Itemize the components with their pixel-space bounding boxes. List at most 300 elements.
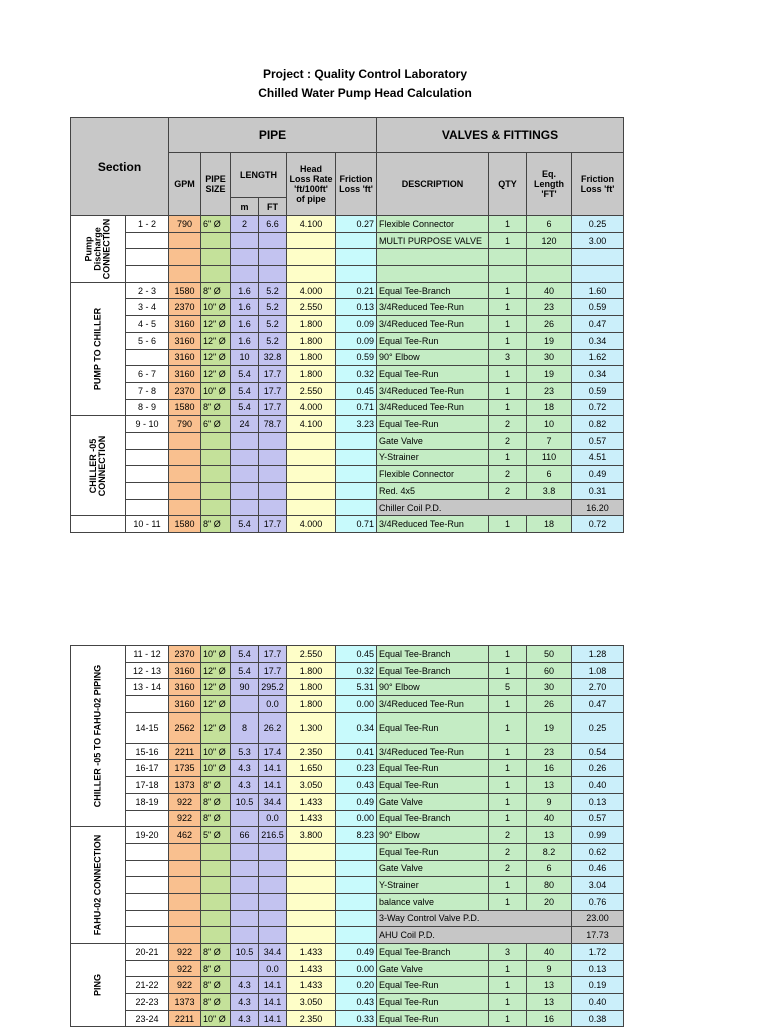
eq-length-cell: 26	[527, 316, 572, 333]
valves-fittings-header: VALVES & FITTINGS	[377, 118, 624, 153]
description-cell: 3/4Reduced Tee-Run	[377, 299, 489, 316]
qty-cell: 1	[489, 282, 527, 299]
head-loss-cell: 3.050	[287, 994, 336, 1011]
table-row	[71, 810, 624, 827]
section-cell	[126, 349, 169, 366]
friction-loss-cell: 0.00	[336, 810, 377, 827]
length-m-cell: 4.3	[231, 760, 259, 777]
length-ft-cell	[259, 910, 287, 927]
description-cell: Y-Strainer	[377, 449, 489, 466]
qty-cell: 2	[489, 860, 527, 877]
table-row	[71, 349, 624, 366]
eq-length-cell: 23	[527, 299, 572, 316]
qty-cell: 1	[489, 877, 527, 894]
description-cell: Flexible Connector	[377, 466, 489, 483]
fitting-friction-cell: 1.08	[572, 662, 624, 679]
pump-head-table-top	[70, 117, 624, 533]
length-m-header: m	[231, 198, 259, 216]
pipe-size-cell: 8" Ø	[201, 977, 231, 994]
section-header: Section	[71, 118, 169, 216]
head-loss-cell: 1.800	[287, 696, 336, 713]
qty-cell: 3	[489, 944, 527, 961]
gpm-cell: 2370	[169, 382, 201, 399]
head-loss-cell	[287, 466, 336, 483]
length-ft-cell: 17.7	[259, 366, 287, 383]
pipe-size-cell	[201, 466, 231, 483]
length-ft-cell	[259, 266, 287, 283]
pipe-size-cell	[201, 432, 231, 449]
pipe-size-cell: 8" Ø	[201, 994, 231, 1011]
qty-cell: 1	[489, 696, 527, 713]
head-loss-cell: 1.433	[287, 960, 336, 977]
fitting-friction-cell: 0.31	[572, 483, 624, 500]
description-cell: Gate Valve	[377, 860, 489, 877]
friction-loss-cell	[336, 449, 377, 466]
qty-cell: 1	[489, 382, 527, 399]
fitting-friction-cell: 0.99	[572, 827, 624, 844]
friction-loss-cell: 0.45	[336, 382, 377, 399]
section-cell	[126, 232, 169, 249]
fitting-friction-cell: 17.73	[572, 927, 624, 944]
qty-cell: 1	[489, 399, 527, 416]
fitting-friction-cell: 0.34	[572, 366, 624, 383]
gpm-cell: 922	[169, 960, 201, 977]
eq-length-cell: 50	[527, 646, 572, 663]
length-m-cell: 1.6	[231, 299, 259, 316]
length-m-cell	[231, 893, 259, 910]
pipe-size-cell: 8" Ø	[201, 793, 231, 810]
friction-loss-cell: 8.23	[336, 827, 377, 844]
gpm-cell: 922	[169, 793, 201, 810]
pipe-size-cell: 10" Ø	[201, 1010, 231, 1027]
length-m-cell: 5.4	[231, 662, 259, 679]
length-m-cell: 8	[231, 712, 259, 743]
friction-loss-cell	[336, 893, 377, 910]
gpm-cell: 2211	[169, 1010, 201, 1027]
description-cell: Gate Valve	[377, 793, 489, 810]
fitting-friction-cell: 1.60	[572, 282, 624, 299]
section-cell: 4 - 5	[126, 316, 169, 333]
gpm-cell: 1580	[169, 282, 201, 299]
pipe-size-cell	[201, 483, 231, 500]
fitting-friction-cell	[572, 249, 624, 266]
head-loss-cell	[287, 877, 336, 894]
friction-loss-cell: 0.09	[336, 316, 377, 333]
description-cell: Chiller Coil P.D.	[377, 499, 572, 516]
table-row	[71, 960, 624, 977]
eq-length-cell: 23	[527, 743, 572, 760]
qty-cell: 1	[489, 994, 527, 1011]
length-ft-cell	[259, 432, 287, 449]
length-m-cell	[231, 232, 259, 249]
head-loss-cell	[287, 232, 336, 249]
head-loss-cell: 1.650	[287, 760, 336, 777]
table-row	[71, 399, 624, 416]
friction-loss-cell: 0.32	[336, 662, 377, 679]
eq-length-cell: 13	[527, 994, 572, 1011]
head-loss-cell: 4.000	[287, 516, 336, 533]
head-loss-cell: 1.800	[287, 349, 336, 366]
gpm-cell: 1735	[169, 760, 201, 777]
friction-loss-cell: 5.31	[336, 679, 377, 696]
friction-loss-cell	[336, 927, 377, 944]
section-cell: 3 - 4	[126, 299, 169, 316]
friction-loss-cell: 0.49	[336, 793, 377, 810]
gpm-cell	[169, 232, 201, 249]
eq-length-cell: 13	[527, 827, 572, 844]
section-group-label: CHILLER -05 CONNECTION	[71, 416, 126, 516]
pipe-size-header: PIPE SIZE	[201, 153, 231, 216]
length-ft-cell: 14.1	[259, 1010, 287, 1027]
head-loss-cell: 1.800	[287, 332, 336, 349]
head-loss-cell	[287, 893, 336, 910]
eq-length-cell: 3.8	[527, 483, 572, 500]
pipe-size-cell: 8" Ø	[201, 960, 231, 977]
section-group-label	[71, 516, 126, 533]
section-cell	[126, 810, 169, 827]
length-ft-cell: 5.2	[259, 332, 287, 349]
fitting-friction-cell: 2.70	[572, 679, 624, 696]
description-cell: Equal Tee-Run	[377, 712, 489, 743]
fitting-friction-cell: 0.57	[572, 810, 624, 827]
friction-loss-cell: 0.71	[336, 516, 377, 533]
gpm-cell: 790	[169, 216, 201, 233]
fitting-friction-cell: 0.13	[572, 793, 624, 810]
description-cell: 90° Elbow	[377, 827, 489, 844]
length-m-cell	[231, 927, 259, 944]
gpm-cell: 922	[169, 944, 201, 961]
section-cell: 15-16	[126, 743, 169, 760]
eq-length-cell: 80	[527, 877, 572, 894]
description-cell: Equal Tee-Run	[377, 994, 489, 1011]
length-m-cell: 5.4	[231, 646, 259, 663]
pipe-size-cell: 12" Ø	[201, 316, 231, 333]
friction-loss-cell	[336, 910, 377, 927]
head-loss-cell: 2.550	[287, 382, 336, 399]
length-m-cell	[231, 266, 259, 283]
section-group-label: CHILLER -05 TO FAHU-02 PIPING	[71, 646, 126, 827]
pipe-size-cell: 10" Ø	[201, 299, 231, 316]
qty-cell: 2	[489, 416, 527, 433]
section-cell: 5 - 6	[126, 332, 169, 349]
pipe-size-cell: 12" Ø	[201, 696, 231, 713]
section-cell: 22-23	[126, 994, 169, 1011]
fitting-friction-cell: 0.62	[572, 843, 624, 860]
length-ft-cell: 14.1	[259, 994, 287, 1011]
qty-cell: 1	[489, 960, 527, 977]
table-row	[71, 777, 624, 794]
section-cell: 2 - 3	[126, 282, 169, 299]
fitting-friction-cell: 0.40	[572, 994, 624, 1011]
head-loss-cell	[287, 432, 336, 449]
eq-length-cell: 18	[527, 516, 572, 533]
pipe-size-cell: 12" Ø	[201, 366, 231, 383]
section-cell: 7 - 8	[126, 382, 169, 399]
gpm-cell: 3160	[169, 696, 201, 713]
section-cell	[126, 877, 169, 894]
friction-loss-cell: 0.41	[336, 743, 377, 760]
pipe-size-cell: 10" Ø	[201, 743, 231, 760]
description-cell: Equal Tee-Branch	[377, 282, 489, 299]
length-ft-cell: 34.4	[259, 944, 287, 961]
section-cell	[126, 499, 169, 516]
description-cell: 90° Elbow	[377, 349, 489, 366]
qty-cell: 1	[489, 777, 527, 794]
table-row	[71, 416, 624, 433]
gpm-cell	[169, 843, 201, 860]
table-row	[71, 910, 624, 927]
gpm-cell: 1580	[169, 516, 201, 533]
friction-loss-cell: 0.71	[336, 399, 377, 416]
gpm-cell: 2370	[169, 299, 201, 316]
qty-cell: 2	[489, 827, 527, 844]
head-loss-cell	[287, 249, 336, 266]
fitting-friction-cell: 3.04	[572, 877, 624, 894]
gpm-cell	[169, 432, 201, 449]
eq-length-cell: 7	[527, 432, 572, 449]
fitting-friction-cell: 0.72	[572, 399, 624, 416]
friction-loss-cell	[336, 466, 377, 483]
calculation-title: Chilled Water Pump Head Calculation	[258, 86, 472, 100]
fitting-friction-cell: 0.47	[572, 316, 624, 333]
length-m-cell: 10.5	[231, 944, 259, 961]
description-cell: Equal Tee-Run	[377, 777, 489, 794]
section-cell: 6 - 7	[126, 366, 169, 383]
length-ft-cell: 216.5	[259, 827, 287, 844]
gpm-cell: 922	[169, 810, 201, 827]
friction-loss-cell	[336, 483, 377, 500]
qty-cell: 1	[489, 366, 527, 383]
friction-loss-fittings-header: Friction Loss 'ft'	[572, 153, 624, 216]
qty-cell: 1	[489, 299, 527, 316]
gpm-cell: 3160	[169, 332, 201, 349]
table-row	[71, 646, 624, 663]
fitting-friction-cell: 0.59	[572, 299, 624, 316]
project-title: Project : Quality Control Laboratory	[262, 67, 468, 81]
section-cell: 13 - 14	[126, 679, 169, 696]
section-cell	[126, 249, 169, 266]
section-cell	[126, 960, 169, 977]
section-group-label: PING	[71, 944, 126, 1027]
description-cell: Equal Tee-Branch	[377, 646, 489, 663]
table-row	[71, 860, 624, 877]
friction-loss-header: Friction Loss 'ft'	[336, 153, 377, 216]
qty-cell: 1	[489, 662, 527, 679]
head-loss-cell	[287, 266, 336, 283]
length-m-cell	[231, 432, 259, 449]
pipe-size-cell: 10" Ø	[201, 760, 231, 777]
qty-cell: 2	[489, 843, 527, 860]
table-row	[71, 332, 624, 349]
description-cell: 90° Elbow	[377, 679, 489, 696]
description-cell: Equal Tee-Run	[377, 843, 489, 860]
description-cell: Equal Tee-Branch	[377, 944, 489, 961]
table-row	[71, 696, 624, 713]
section-cell	[126, 266, 169, 283]
section-cell: 10 - 11	[126, 516, 169, 533]
description-cell: Equal Tee-Run	[377, 977, 489, 994]
eq-length-cell: 13	[527, 977, 572, 994]
length-ft-cell	[259, 499, 287, 516]
head-loss-cell	[287, 483, 336, 500]
table-row	[71, 679, 624, 696]
fitting-friction-cell: 0.47	[572, 696, 624, 713]
length-ft-cell: 78.7	[259, 416, 287, 433]
qty-cell: 1	[489, 793, 527, 810]
head-loss-cell: 2.550	[287, 646, 336, 663]
fitting-friction-cell: 0.13	[572, 960, 624, 977]
length-m-cell: 2	[231, 216, 259, 233]
pipe-size-cell	[201, 449, 231, 466]
fitting-friction-cell: 0.57	[572, 432, 624, 449]
pipe-size-cell: 8" Ø	[201, 777, 231, 794]
eq-length-cell: 40	[527, 282, 572, 299]
table-row	[71, 466, 624, 483]
fitting-friction-cell: 1.72	[572, 944, 624, 961]
qty-cell: 1	[489, 232, 527, 249]
fitting-friction-cell: 0.59	[572, 382, 624, 399]
eq-length-cell: 6	[527, 216, 572, 233]
fitting-friction-cell: 0.34	[572, 332, 624, 349]
length-ft-cell: 26.2	[259, 712, 287, 743]
description-cell	[377, 266, 489, 283]
length-m-cell: 1.6	[231, 282, 259, 299]
pipe-size-cell	[201, 893, 231, 910]
table-row	[71, 316, 624, 333]
length-ft-cell	[259, 232, 287, 249]
length-m-cell: 24	[231, 416, 259, 433]
qty-cell: 1	[489, 516, 527, 533]
section-cell	[126, 483, 169, 500]
length-ft-cell	[259, 483, 287, 500]
length-ft-cell	[259, 449, 287, 466]
section-cell	[126, 696, 169, 713]
section-cell: 12 - 13	[126, 662, 169, 679]
description-cell: Equal Tee-Run	[377, 416, 489, 433]
friction-loss-cell: 0.13	[336, 299, 377, 316]
eq-length-cell: 13	[527, 777, 572, 794]
fitting-friction-cell: 0.54	[572, 743, 624, 760]
eq-length-cell: 19	[527, 332, 572, 349]
pipe-size-cell: 8" Ø	[201, 944, 231, 961]
length-ft-cell: 14.1	[259, 977, 287, 994]
section-cell: 14-15	[126, 712, 169, 743]
head-loss-cell	[287, 843, 336, 860]
gpm-cell	[169, 266, 201, 283]
length-ft-cell: 32.8	[259, 349, 287, 366]
pipe-size-cell: 12" Ø	[201, 712, 231, 743]
fitting-friction-cell: 0.38	[572, 1010, 624, 1027]
eq-length-cell: 26	[527, 696, 572, 713]
fitting-friction-cell: 4.51	[572, 449, 624, 466]
pipe-size-cell: 6" Ø	[201, 216, 231, 233]
fitting-friction-cell: 0.26	[572, 760, 624, 777]
pipe-header: PIPE	[169, 118, 377, 153]
length-m-cell	[231, 810, 259, 827]
head-loss-cell: 1.300	[287, 712, 336, 743]
head-loss-cell	[287, 860, 336, 877]
pipe-size-cell: 6" Ø	[201, 416, 231, 433]
gpm-cell	[169, 499, 201, 516]
gpm-cell: 1373	[169, 777, 201, 794]
table-row	[71, 282, 624, 299]
head-loss-cell: 1.433	[287, 810, 336, 827]
head-loss-cell: 2.350	[287, 743, 336, 760]
length-m-cell	[231, 860, 259, 877]
eq-length-cell: 10	[527, 416, 572, 433]
pipe-size-cell	[201, 232, 231, 249]
description-cell: Equal Tee-Run	[377, 1010, 489, 1027]
qty-cell: 2	[489, 432, 527, 449]
length-ft-cell: 34.4	[259, 793, 287, 810]
pipe-size-cell	[201, 266, 231, 283]
friction-loss-cell	[336, 266, 377, 283]
length-ft-cell: 5.2	[259, 282, 287, 299]
section-group-label: PUMP TO CHILLER	[71, 282, 126, 416]
friction-loss-cell	[336, 432, 377, 449]
description-cell: Flexible Connector	[377, 216, 489, 233]
length-m-cell	[231, 449, 259, 466]
gpm-cell	[169, 893, 201, 910]
eq-length-cell: 19	[527, 712, 572, 743]
gpm-cell: 3160	[169, 349, 201, 366]
pipe-size-cell: 5" Ø	[201, 827, 231, 844]
table-row	[71, 499, 624, 516]
head-loss-cell: 1.800	[287, 662, 336, 679]
pipe-size-cell	[201, 927, 231, 944]
fitting-friction-cell: 1.28	[572, 646, 624, 663]
description-cell: Equal Tee-Run	[377, 332, 489, 349]
length-m-cell: 4.3	[231, 994, 259, 1011]
head-loss-cell: 1.433	[287, 977, 336, 994]
fitting-friction-cell: 3.00	[572, 232, 624, 249]
qty-cell: 1	[489, 712, 527, 743]
pipe-size-cell: 12" Ø	[201, 349, 231, 366]
qty-cell: 1	[489, 810, 527, 827]
friction-loss-cell: 0.20	[336, 977, 377, 994]
description-cell: Gate Valve	[377, 960, 489, 977]
section-cell: 23-24	[126, 1010, 169, 1027]
head-loss-cell: 1.433	[287, 944, 336, 961]
section-cell: 19-20	[126, 827, 169, 844]
eq-length-cell: 40	[527, 810, 572, 827]
fitting-friction-cell: 0.19	[572, 977, 624, 994]
table-row	[71, 743, 624, 760]
head-loss-cell: 4.000	[287, 399, 336, 416]
pipe-size-cell: 8" Ø	[201, 516, 231, 533]
length-ft-cell: 0.0	[259, 810, 287, 827]
length-ft-cell	[259, 249, 287, 266]
table-row	[71, 712, 624, 743]
friction-loss-cell	[336, 843, 377, 860]
section-group-label: FAHU-02 CONNECTION	[71, 827, 126, 944]
length-ft-cell: 14.1	[259, 760, 287, 777]
length-ft-cell	[259, 893, 287, 910]
pipe-size-cell	[201, 843, 231, 860]
gpm-cell: 1580	[169, 399, 201, 416]
qty-cell: 1	[489, 449, 527, 466]
qty-cell: 1	[489, 646, 527, 663]
pipe-size-cell	[201, 499, 231, 516]
description-cell: Equal Tee-Branch	[377, 662, 489, 679]
description-cell	[377, 249, 489, 266]
gpm-cell: 790	[169, 416, 201, 433]
eq-length-cell: 110	[527, 449, 572, 466]
table-row	[71, 793, 624, 810]
eq-length-cell: 8.2	[527, 843, 572, 860]
head-loss-cell: 1.800	[287, 679, 336, 696]
qty-cell: 2	[489, 466, 527, 483]
